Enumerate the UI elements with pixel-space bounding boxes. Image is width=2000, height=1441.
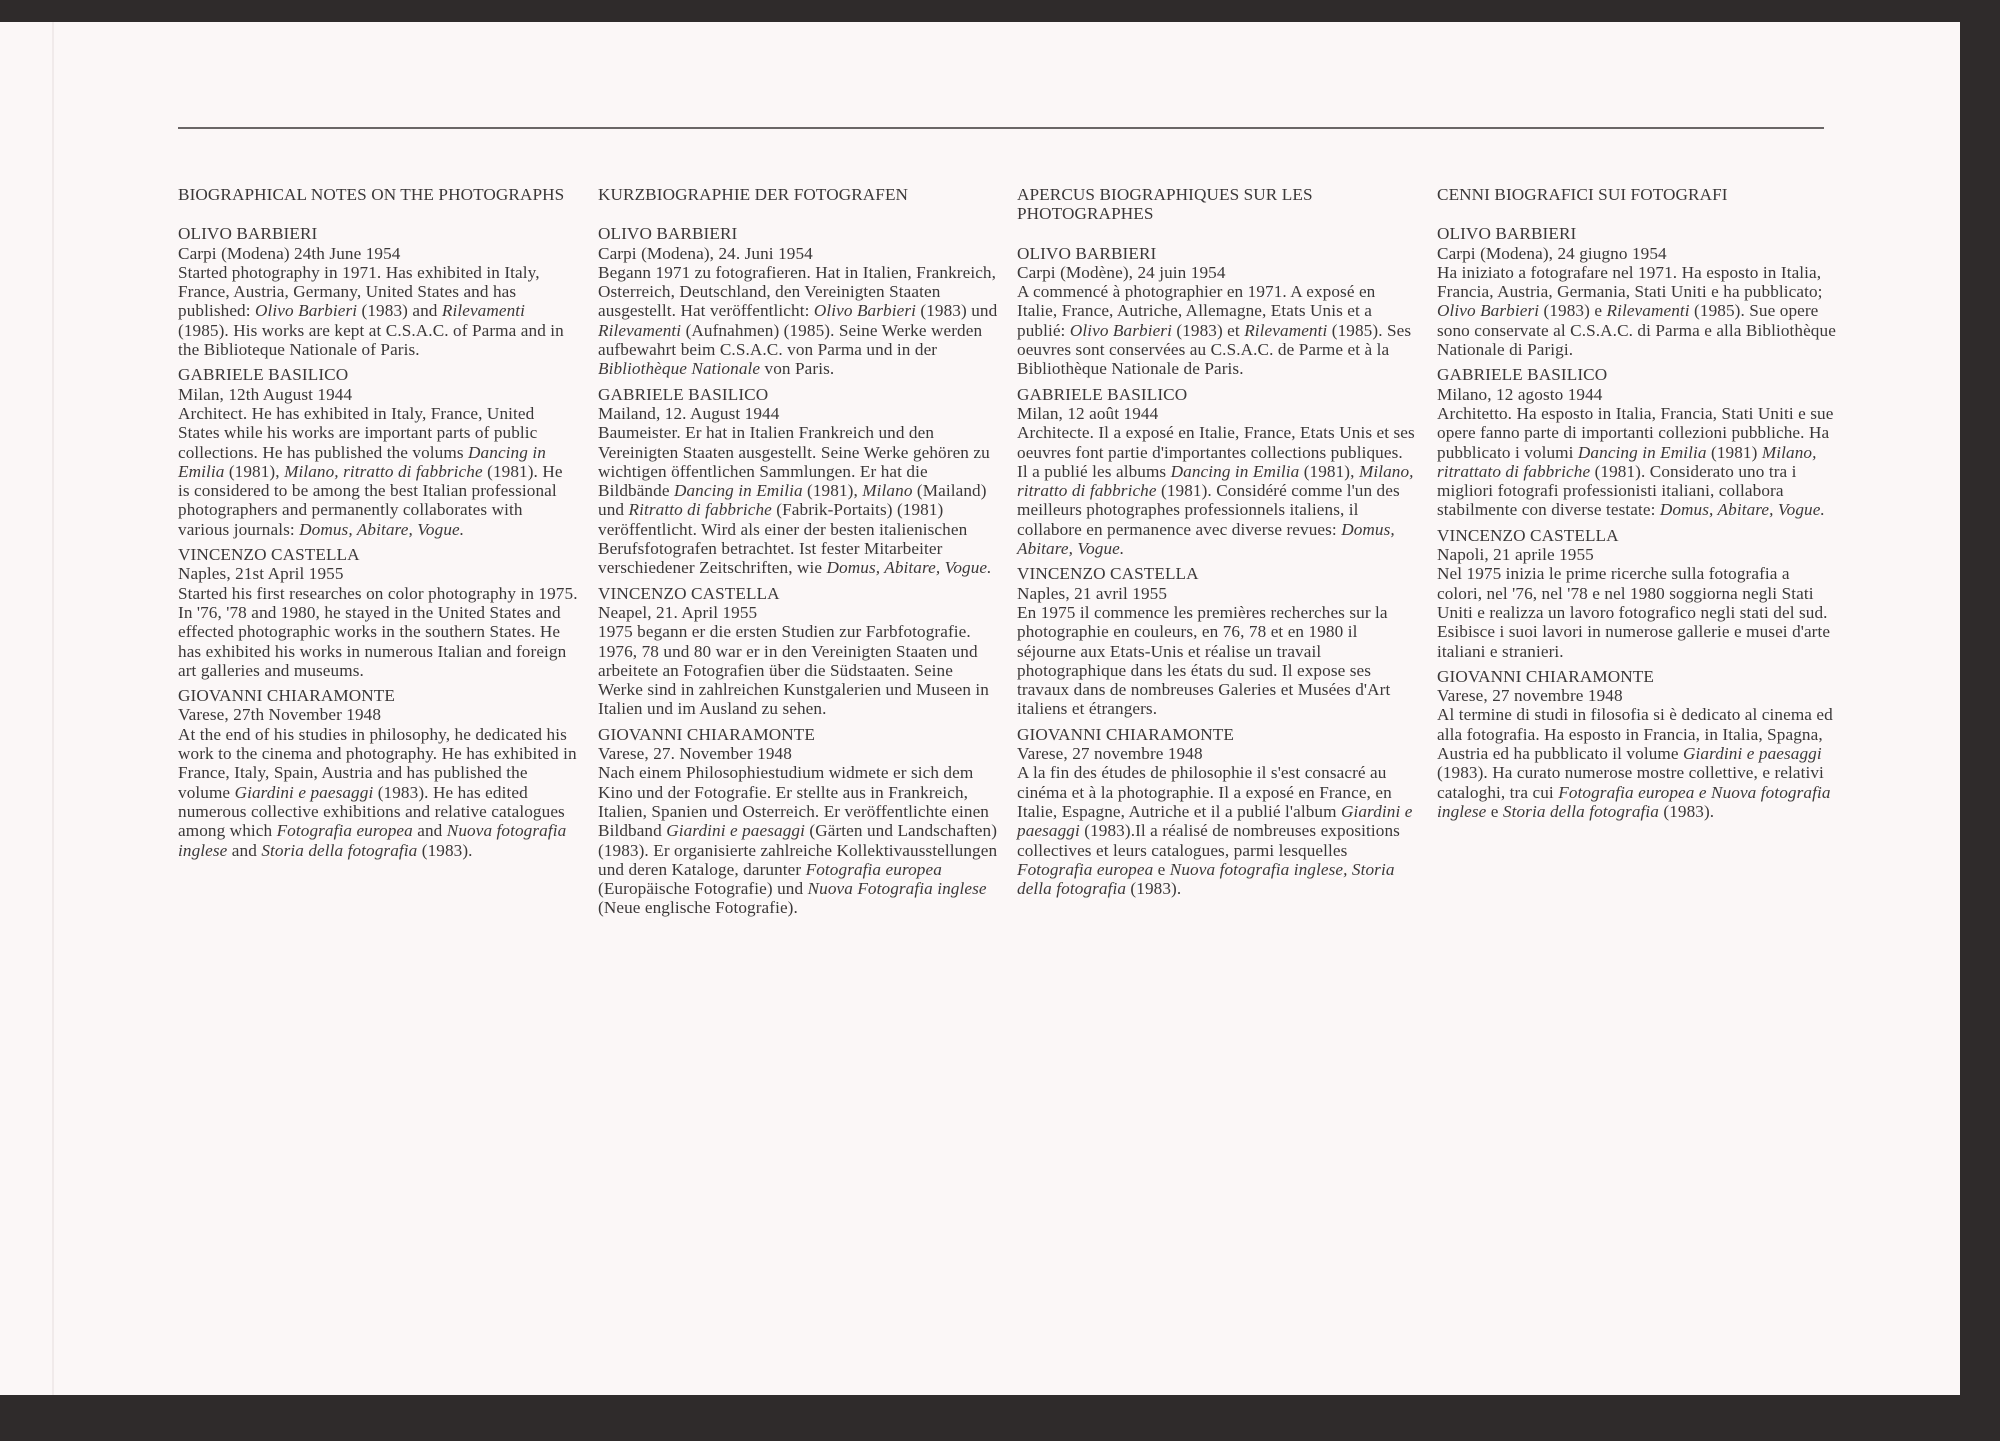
work-title: Dancing in Emilia (1170, 461, 1300, 481)
biography-text (598, 423, 998, 577)
text-segment: Baumeister. Er hat in Italien Frankreich und den Vereinigten Staaten ausgestellt. Seine Werke gehören zu wichtigen öffentlichen Sammlungen. Er hat die Bildbände (598, 423, 990, 501)
photographer-name: GIOVANNI CHIARAMONTE (178, 686, 395, 706)
photographer-name: VINCENZO CASTELLA (598, 583, 780, 603)
text-segment: Al termine di studi in filosofia si è dedicato al cinema ed alla fotografia. Ha esposto in Francia, in Italia, Spagna, Austria ed ha pubblicato il volume (1437, 705, 1833, 764)
birth-place-date: Milan, 12th August 1944 (178, 384, 353, 404)
biography-text (1017, 282, 1417, 378)
column-italian (1437, 185, 1837, 827)
work-title: Rilevamenti (441, 301, 526, 321)
text-segment: (1983). Ha curato numerose mostre collettive, e relativi cataloghi, tra cui (1437, 763, 1824, 802)
biography-entry (1437, 526, 1837, 661)
biography-text (1017, 603, 1417, 719)
birth-place-date: Naples, 21 avril 1955 (1017, 583, 1168, 603)
column-heading: APERCUS BIOGRAPHIQUES SUR LES PHOTOGRAPHES (1017, 185, 1313, 224)
text-segment: At the end of his studies in philosophy, he dedicated his work to the cinema and photography. He has exhibited in France, Italy, Spain, Austria and has published the volume (178, 724, 577, 802)
birth-place-date: Napoli, 21 aprile 1955 (1437, 545, 1594, 565)
text-segment: (Neue englische Fotografie). (598, 898, 798, 918)
column-english (178, 185, 578, 866)
text-segment: (1983). He has edited numerous collective exhibitions and relative catalogues among which (178, 782, 565, 841)
work-title: Olivo Barbieri (255, 301, 358, 321)
text-segment: von Paris. (760, 359, 835, 379)
birth-place-date: Carpi (Modena), 24 giugno 1954 (1437, 243, 1667, 263)
biography-entry (598, 725, 998, 918)
photographer-name: GABRIELE BASILICO (598, 384, 769, 404)
biography-entry (1017, 725, 1417, 899)
work-title: Rilevamenti (1244, 320, 1328, 340)
text-segment: (1985). His works are kept at C.S.A.C. of Parma and in the Biblioteque Nationale of Paris. (178, 320, 564, 360)
birth-place-date: Neapel, 21. April 1955 (598, 602, 758, 622)
birth-place-date: Mailand, 12. August 1944 (598, 403, 780, 423)
work-title: Milano, ritratto di fabbriche (1017, 461, 1414, 501)
text-segment: Nach einem Philosophiestudium widmete er sich dem Kino und der Fotografie. Er stellte aus in Frankreich, Italien, Spanien und Osterreich. Er veröffentlichte einen Bildband (598, 763, 989, 841)
biography-entry (1017, 385, 1417, 559)
biography-text (178, 263, 578, 359)
work-title: Dancing in Emilia (178, 442, 546, 481)
text-segment: (1983). (1126, 879, 1182, 899)
work-title: Giardini e paesaggi (234, 782, 374, 802)
text-segment: (1981), (802, 481, 863, 501)
work-title: Fotografia europea (1017, 859, 1154, 879)
column-german (598, 185, 998, 924)
text-segment: e (1486, 801, 1503, 821)
photographer-name: VINCENZO CASTELLA (178, 545, 360, 565)
text-segment: (Fabrik-Portaits) (1981) veröffentlicht. Wird als einer der besten italienischen Berufsfotografen betrachtet. Ist fester Mitarbeiter verschiedener Zeitschriften, wie (598, 500, 968, 578)
work-title: Fotografia europea (276, 821, 413, 841)
work-title: Dancing in Emilia (1577, 442, 1707, 462)
photographer-name: GIOVANNI CHIARAMONTE (1017, 724, 1234, 744)
text-segment: (1981), (1299, 461, 1359, 481)
work-title: Olivo Barbieri (1069, 320, 1172, 340)
text-segment: A commencé à photographier en 1971. A exposé en Italie, France, Autriche, Allemagne, Etats Unis et a publié: (1017, 282, 1376, 340)
biography-entry (1437, 224, 1837, 359)
page-fold-crease (52, 22, 54, 1395)
text-segment: (1983). (1658, 801, 1715, 821)
biography-entry (1437, 365, 1837, 519)
photographer-name: VINCENZO CASTELLA (1017, 564, 1199, 584)
text-segment: and (412, 821, 447, 841)
text-segment: (1985). Sue opere sono conservate al C.S.A.C. di Parma e alla Bibliothèque Nationale di Parigi. (1437, 301, 1836, 360)
text-segment: (1981). Considéré comme l'un des meilleurs photographes professionnels italiens, il collabore en permanence avec diverse revues: (1017, 481, 1400, 539)
photographer-name: GABRIELE BASILICO (178, 365, 349, 385)
photographer-name: OLIVO BARBIERI (1437, 224, 1577, 244)
biography-entry (1437, 667, 1837, 821)
birth-place-date: Milano, 12 agosto 1944 (1437, 384, 1603, 404)
column-heading: BIOGRAPHICAL NOTES ON THE PHOTOGRAPHS (178, 185, 565, 204)
biography-entry (178, 365, 578, 539)
text-segment: (1983) and (357, 301, 442, 321)
work-title: Giardini e paesaggi (666, 821, 805, 841)
biography-text (1017, 423, 1417, 558)
biography-entry (1017, 564, 1417, 718)
biography-text (1437, 564, 1837, 660)
work-title: Giardini e paesaggi (1017, 801, 1413, 841)
photographer-name: GABRIELE BASILICO (1437, 365, 1608, 385)
work-title: Rilevamenti (1606, 301, 1690, 321)
biography-text (1437, 404, 1837, 520)
text-segment: (1983) et (1171, 320, 1245, 340)
biography-text (178, 404, 578, 539)
text-segment: (1981). He is considered to be among the best Italian professional photographers and permanently collaborates with various journals: (178, 461, 563, 539)
biography-entry (178, 224, 578, 359)
text-segment: (1983) und (915, 301, 998, 321)
biography-entry (598, 385, 998, 578)
text-segment: Started photography in 1971. Has exhibited in Italy, France, Austria, Germany, United States and has published: (178, 262, 540, 321)
work-title: Olivo Barbieri (813, 301, 916, 321)
birth-place-date: Carpi (Modena) 24th June 1954 (178, 243, 401, 263)
text-segment: Begann 1971 zu fotografieren. Hat in Italien, Frankreich, Osterreich, Deutschland, den Vereinigten Staaten ausgestellt. Hat veröffentlicht: (598, 262, 997, 321)
birth-place-date: Varese, 27 novembre 1948 (1017, 744, 1203, 764)
birth-place-date: Milan, 12 août 1944 (1017, 403, 1159, 423)
biography-text (598, 622, 998, 718)
work-title: Milano (862, 481, 913, 501)
text-segment: Architect. He has exhibited in Italy, France, United States while his works are important parts of public collections. He has published the volums (178, 403, 538, 462)
text-segment: (Europäische Fotografie) und (598, 879, 808, 899)
header-rule (178, 127, 1824, 129)
work-title: Nuova fotografia inglese, Storia della fotografia (1017, 859, 1395, 899)
photographer-name: OLIVO BARBIERI (598, 224, 738, 244)
work-title: Milano, ritratto di fabbriche (284, 461, 483, 481)
text-segment: (1981) (1706, 442, 1762, 462)
text-segment: and (227, 840, 262, 860)
biography-text (598, 763, 998, 917)
work-title: Nuova Fotografia inglese (807, 879, 987, 899)
text-segment: A la fin des études de philosophie il s'est consacré au cinéma et à la photographie. Il a exposé en France, en Italie, Espagne, Autriche et il a publié l'album (1017, 763, 1392, 821)
text-segment: Started his first researches on color photography in 1975. In '76, '78 and 1980, he stayed in the United States and effected photographic works in the southern States. He has exhibited his works in numerous Italian and foreign art galleries and museums. (178, 583, 578, 680)
text-segment: Architetto. Ha esposto in Italia, Francia, Stati Uniti e sue opere fanno parte di importanti collezioni pubbliche. Ha pubblicato i volumi (1437, 403, 1834, 462)
work-title: Milano, ritrattato di fabbriche (1437, 442, 1817, 481)
photographer-name: GABRIELE BASILICO (1017, 384, 1188, 404)
work-title: Rilevamenti (598, 320, 682, 340)
work-title: Fotografia europea (805, 859, 942, 879)
birth-place-date: Varese, 27 novembre 1948 (1437, 686, 1623, 706)
text-segment: (1983). (417, 840, 473, 860)
work-title: Bibliothèque Nationale (598, 359, 761, 379)
biography-text (178, 584, 578, 680)
column-heading: KURZBIOGRAPHIE DER FOTOGRAFEN (598, 185, 909, 204)
text-segment: (1981), (224, 461, 285, 481)
work-title: Domus, Abitare, Vogue. (299, 519, 465, 539)
biography-text (178, 725, 578, 860)
column-french (1017, 185, 1417, 904)
biography-entry (178, 545, 578, 680)
photographer-name: OLIVO BARBIERI (1017, 243, 1157, 263)
work-title: Ritratto di fabbriche (628, 500, 772, 520)
photographer-name: GIOVANNI CHIARAMONTE (1437, 666, 1654, 686)
text-segment: Ha iniziato a fotografare nel 1971. Ha esposto in Italia, Francia, Austria, Germania, Stati Uniti e ha pubblicato; (1437, 262, 1823, 302)
text-segment: (Aufnahmen) (1985). Seine Werke werden aufbewahrt beim C.S.A.C. von Parma und in der (598, 320, 983, 360)
photographer-name: VINCENZO CASTELLA (1437, 525, 1619, 545)
work-title: Dancing in Emilia (673, 481, 803, 501)
work-title: Domus, Abitare, Vogue. (1659, 500, 1825, 520)
photographer-name: OLIVO BARBIERI (178, 224, 318, 244)
birth-place-date: Carpi (Modena), 24. Juni 1954 (598, 243, 813, 263)
birth-place-date: Naples, 21st April 1955 (178, 564, 344, 584)
text-segment: 1975 begann er die ersten Studien zur Farbfotografie. 1976, 78 und 80 war er in den Vereinigten Staaten und arbeitete an Fotografien über die Südstaaten. Seine Werke sind in zahlreichen Kunstgalerien und Museen in Italien und im Ausland zu sehen. (598, 622, 989, 719)
work-title: Nuova fotografia inglese (178, 821, 567, 860)
text-segment: (Mailand) und (598, 481, 987, 520)
work-title: Domus, Abitare, Vogue. (1017, 519, 1395, 559)
work-title: Storia della fotografia (1502, 801, 1659, 821)
work-title: Storia della fotografia (261, 840, 418, 860)
biography-text (1017, 763, 1417, 898)
birth-place-date: Varese, 27th November 1948 (178, 705, 382, 725)
text-segment: (1981). Considerato uno tra i migliori fotografi professionisti italiani, collabora stabilmente con diverse testate: (1437, 461, 1797, 520)
work-title: Fotografia europea e Nuova fotografia inglese (1437, 782, 1831, 821)
biography-text (598, 263, 998, 379)
text-segment: (1983).Il a réalisé de nombreuses expositions collectives et leurs catalogues, parmi lesquelles (1017, 821, 1400, 860)
work-title: Olivo Barbieri (1437, 301, 1540, 321)
biography-text (1437, 263, 1837, 359)
column-heading: CENNI BIOGRAFICI SUI FOTOGRAFI (1437, 185, 1728, 204)
work-title: Giardini e paesaggi (1682, 744, 1822, 764)
biography-entry (598, 224, 998, 378)
birth-place-date: Varese, 27. November 1948 (598, 744, 792, 764)
text-segment: e (1153, 859, 1170, 879)
text-segment: En 1975 il commence les premières recherches sur la photographie en couleurs, en 76, 78 et en 1980 il séjourne aux Etats-Unis et réalise un travail photographique dans les états du sud. Il expose ses travaux dans de nombreuses Galeries et Musées d'Art italiens et étrangers. (1017, 602, 1391, 719)
text-segment: Nel 1975 inizia le prime ricerche sulla fotografia a colori, nel '76, nel '78 e nel 1980 soggiorna negli Stati Uniti e realizza un lavoro fotografico negli stati del sud. Esibisce i suoi lavori in numerose gallerie e musei d'arte italiani e stranieri. (1437, 564, 1831, 661)
biography-entry (1017, 244, 1417, 379)
biography-entry (178, 686, 578, 860)
text-segment: (1983) e (1539, 301, 1607, 321)
birth-place-date: Carpi (Modène), 24 juin 1954 (1017, 262, 1226, 282)
text-segment: (1985). Ses oeuvres sont conservées au C.S.A.C. de Parme et à la Bibliothèque Nationale de Paris. (1017, 320, 1412, 379)
work-title: Domus, Abitare, Vogue. (826, 558, 992, 578)
biography-entry (598, 584, 998, 719)
photographer-name: GIOVANNI CHIARAMONTE (598, 724, 815, 744)
text-segment: Architecte. Il a exposé en Italie, France, Etats Unis et ses oeuvres font partie d'importantes collections publiques. Il a publié les albums (1017, 423, 1415, 481)
text-segment: (Gärten und Landschaften) (1983). Er organisierte zahlreiche Kollektivausstellungen und deren Kataloge, darunter (598, 821, 998, 879)
biography-text (1437, 705, 1837, 821)
